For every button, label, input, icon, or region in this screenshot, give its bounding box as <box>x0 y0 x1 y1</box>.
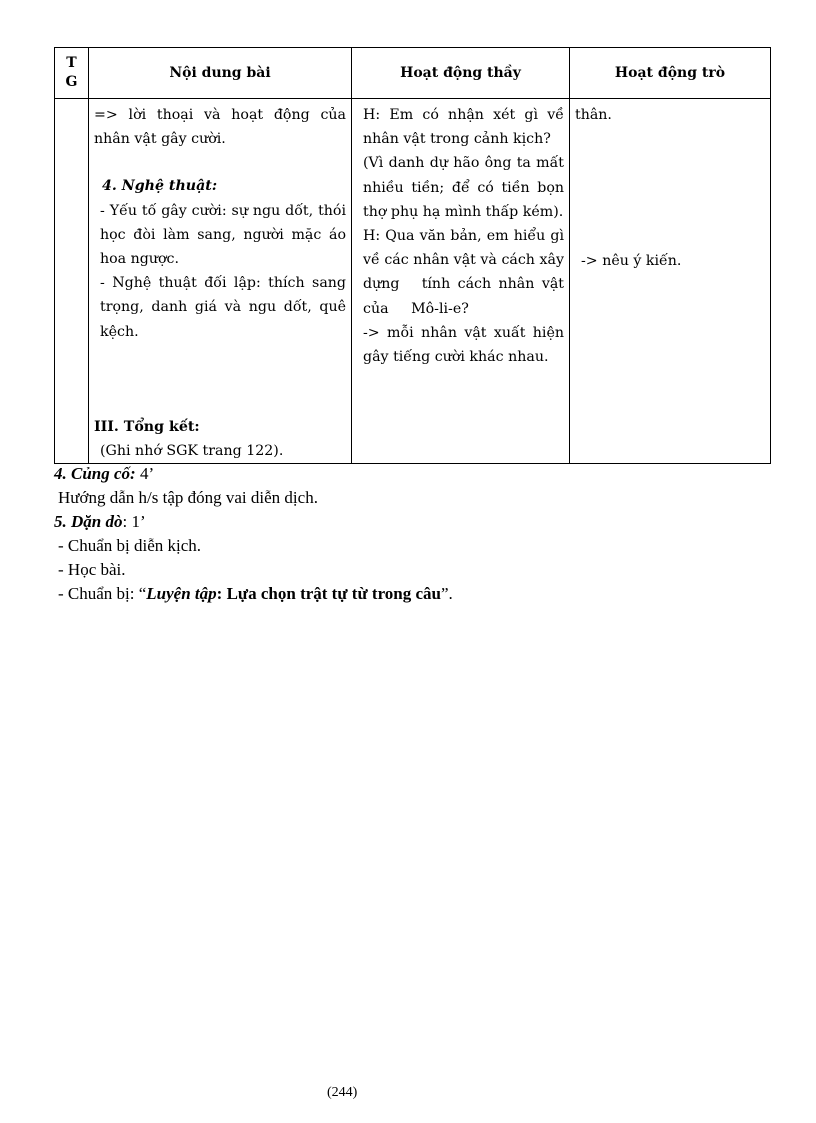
cung-co-time: 4’ <box>135 464 155 483</box>
cell-noi-dung <box>89 99 352 464</box>
cung-co-label: 4. Củng cố: <box>54 464 136 483</box>
header-hoat-dong-tro: Hoạt động trò <box>570 48 771 99</box>
cung-co-text: Hướng dẫn h/s tập đóng vai diễn dịch. <box>58 488 318 507</box>
summary-text: (Ghi nhớ SGK trang 122). <box>100 443 284 460</box>
prep-line: - Chuẩn bị: “Luyện tập: Lựa chọn trật tự từ trong câu”. <box>58 584 453 603</box>
cell-hoat-dong-tro <box>570 99 771 464</box>
lesson-table <box>54 47 771 464</box>
teacher-answer: -> mỗi nhân vật xuất hiện gây tiếng cười khác nhau. <box>363 324 564 366</box>
noi-dung-line: => lời thoại và hoạt động của nhân vật gây cười. <box>94 107 346 148</box>
cell-tg <box>55 99 89 464</box>
prep-italic: Luyện tập <box>146 584 217 603</box>
art-item: - Yếu tố gây cười: sự ngu dốt, thói học đòi làm sang, người mặc áo hoa ngược. <box>100 202 346 268</box>
dan-do-time: : 1’ <box>122 512 146 531</box>
page-number: (244) <box>327 1085 358 1100</box>
header-hoat-dong-thay: Hoạt động thầy <box>352 48 570 99</box>
art-heading: 4. Nghệ thuật: <box>102 178 218 195</box>
teacher-question: H: Qua văn bản, em hiểu gì về các nhân vật và cách xây dựng tính cách nhân vật của Mô-li-e? <box>363 228 569 317</box>
art-item: - Nghệ thuật đối lập: thích sang trọng, danh giá và ngu dốt, quê kệch. <box>100 275 346 340</box>
prep-bold: : Lựa chọn trật tự từ trong câu <box>216 584 442 603</box>
student-line: thân. <box>575 107 612 123</box>
after-table-section <box>54 462 784 606</box>
dan-do-label: 5. Dặn dò <box>54 512 123 531</box>
teacher-question: H: Em có nhận xét gì về nhân vật trong cảnh kịch? <box>363 107 564 148</box>
summary-heading: III. Tổng kết: <box>94 418 200 435</box>
header-noi-dung: Nội dung bài <box>89 48 352 99</box>
cung-co-line <box>54 462 784 486</box>
header-tg: T G <box>55 48 89 99</box>
list-item: - Chuẩn bị diễn kịch. <box>58 536 202 555</box>
teacher-answer: (Vì danh dự hão ông ta mất nhiều tiền; để có tiền bọn thợ phụ hạ mình thấp kém). <box>363 155 564 220</box>
table-row <box>55 99 771 464</box>
list-item: - Học bài. <box>58 560 126 579</box>
cell-hoat-dong-thay <box>352 99 570 464</box>
student-line: -> nêu ý kiến. <box>581 253 682 270</box>
dan-do-line <box>54 510 784 534</box>
table-header-row <box>55 48 771 99</box>
